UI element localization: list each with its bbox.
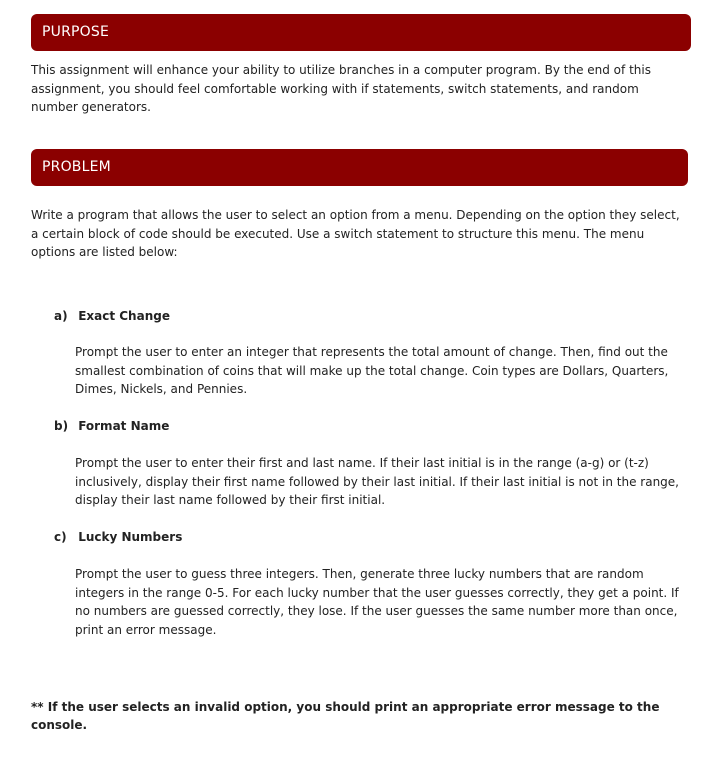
option-b-heading [54, 417, 169, 435]
option-a-letter: a) [54, 309, 68, 323]
invalid-option-note: ** If the user selects an invalid option, you should print an appropriate error message to the console. [31, 700, 660, 732]
option-a-description: Prompt the user to enter an integer that represents the total amount of change. Then, find out the smallest combination of coins that will make up the total change. Coin types are Dollars, Quarters, Dimes, Nickels, and Pennies. [75, 345, 669, 396]
option-b-letter: b) [54, 419, 69, 433]
problem-banner [31, 149, 688, 186]
purpose-title: PURPOSE [42, 24, 110, 40]
option-c-heading [54, 528, 182, 546]
option-c-title: Lucky Numbers [78, 530, 183, 544]
option-b-description: Prompt the user to enter their first and last name. If their last initial is in the range (a-g) or (t-z) inclusively, display their first name followed by their last initial. If their last initial is not in the range, display their last name followed by their first initial. [75, 456, 679, 507]
option-c-description: Prompt the user to guess three integers. Then, generate three lucky numbers that are random integers in the range 0-5. For each lucky number that the user guesses correctly, they get a point. If no numbers are guessed correctly, they lose. If the user guesses the same number more than once, print an error message. [75, 567, 679, 637]
option-b-title: Format Name [78, 419, 170, 433]
option-a-title: Exact Change [78, 309, 170, 323]
purpose-banner [31, 14, 691, 51]
purpose-text: This assignment will enhance your ability to utilize branches in a computer program. By the end of this assignment, you should feel comfortable working with if statements, switch statements, and random number generators. [31, 63, 651, 114]
problem-text: Write a program that allows the user to select an option from a menu. Depending on the option they select, a certain block of code should be executed. Use a switch statement to structure this menu. The menu options are listed below: [31, 208, 680, 259]
problem-title: PROBLEM [42, 159, 111, 175]
option-a-heading [54, 307, 170, 325]
option-c-letter: c) [54, 530, 67, 544]
